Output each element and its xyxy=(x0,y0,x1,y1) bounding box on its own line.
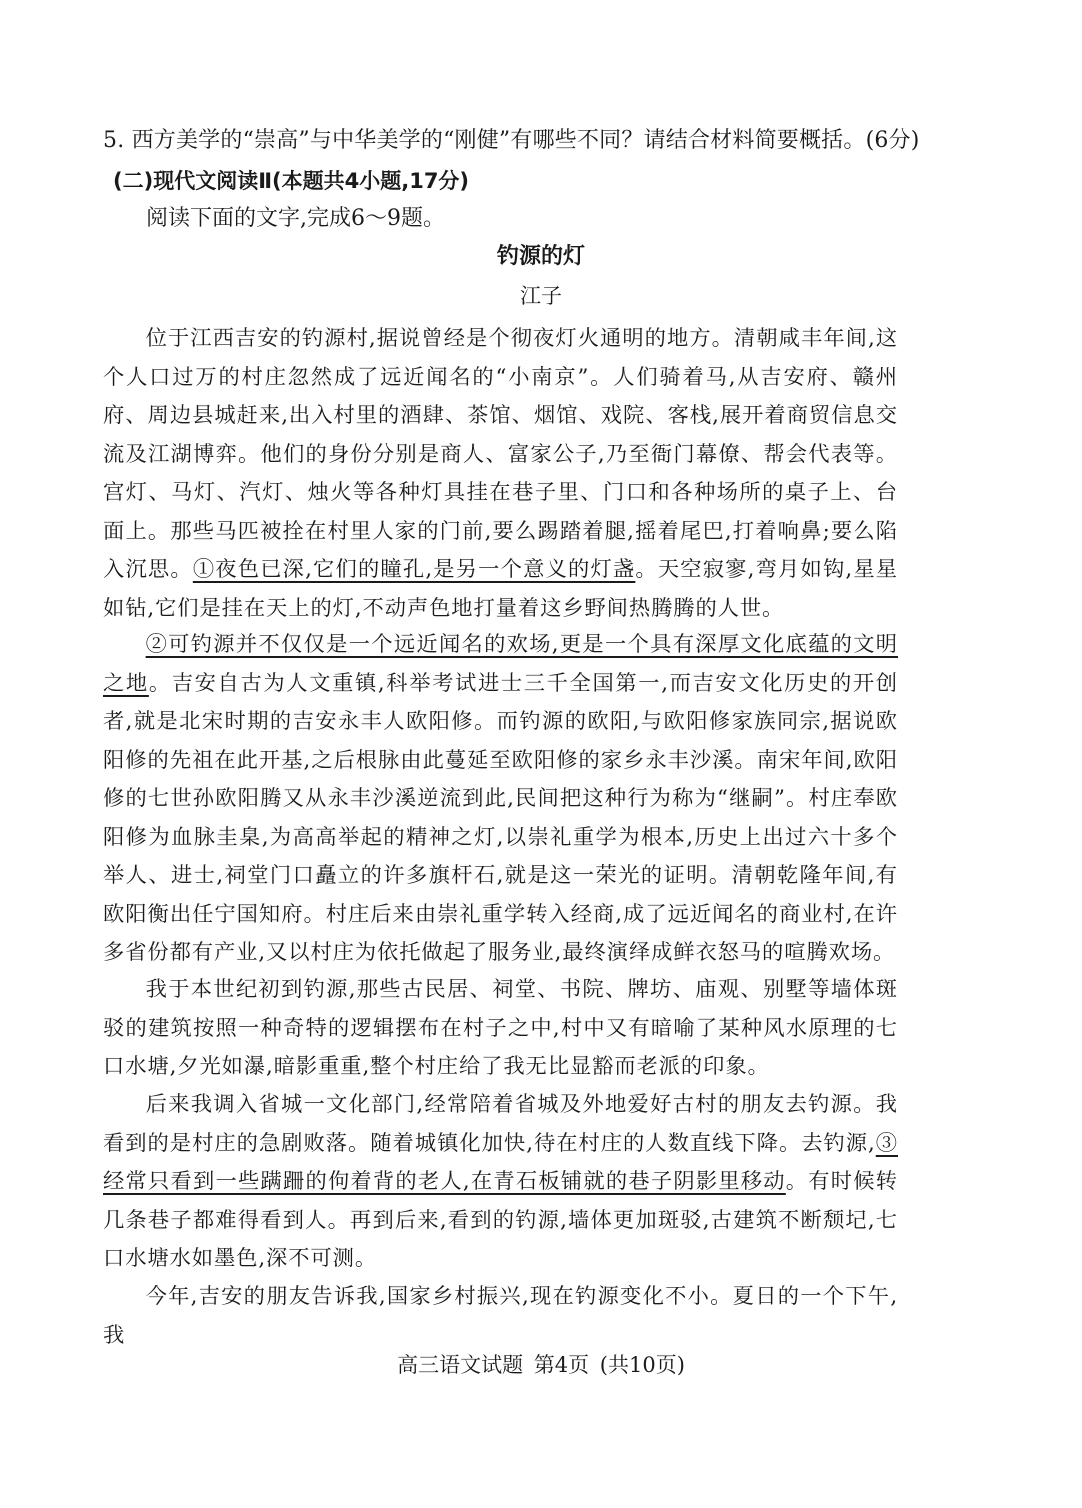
reading-instruction: 阅读下面的文字,完成6～9题。 xyxy=(146,206,445,231)
paragraph-1-text-b: 。天空寂寥,弯月如钩,星星如钻,它们是挂在天上的灯,不动声色地打量着这乡野间热腾腾的人世。 xyxy=(103,557,898,621)
paragraph-3: 我于本世纪初到钓源,那些古民居、祠堂、书院、牌坊、庙观、别墅等墙体斑驳的建筑按照一种奇特的逻辑摆布在村子之中,村中又有暗喻了某种风水原理的七口水塘,夕光如瀑,暗影重重,整个村庄给了我无比显豁而老派的印象。 xyxy=(103,977,898,1079)
paragraph-2-text-b: 。吉安自古为人文重镇,科举考试进士三千全国第一,而吉安文化历史的开创者,就是北宋时期的吉安永丰人欧阳修。而钓源的欧阳,与欧阳修家族同宗,据说欧阳修的先祖在此开基,之后根脉由此蔓延至欧阳修的家乡永丰沙溪。南宋年间,欧阳修的七世孙欧阳腾又从永丰沙溪逆流到此,民间把这种行为称为“继嗣”。村庄奉欧阳修为血脉圭臬,为高高举起的精神之灯,以崇礼重学为根本,历史上出过六十多个举人、进士,祠堂门口矗立的许多旗杆石,就是这一荣光的证明。清朝乾隆年间,有欧阳衡出任宁国知府。村庄后来由崇礼重学转入经商,成了远近闻名的商业村,在许多省份都有产业,又以村庄为依托做起了服务业,最终演绎成鲜衣怒马的喧腾欢场。 xyxy=(103,670,898,965)
article-author: 江子 xyxy=(520,284,562,308)
paragraph-4-text-b: 。有时候转几条巷子都难得看到人。再到后来,看到的钓源,墙体更加斑驳,古建筑不断颓圮,七口水塘水如墨色,深不可测。 xyxy=(103,1169,898,1271)
paragraph-2 xyxy=(103,626,898,973)
underlined-sentence-2: ②可钓源并不仅仅是一个远近闻名的欢场,更是一个具有深厚文化底蕴的文明之地 xyxy=(103,632,898,696)
section-heading: (二)现代文阅读Ⅱ(本题共4小题,17分) xyxy=(113,169,470,193)
underlined-sentence-3: ③经常只看到一些蹒跚的佝着背的老人,在青石板铺就的巷子阴影里移动 xyxy=(103,1130,898,1194)
paragraph-4-text-a: 后来我调入省城一文化部门,经常陪着省城及外地爱好古村的朋友去钓源。我看到的是村庄的急剧败落。随着城镇化加快,待在村庄的人数直线下降。去钓源, xyxy=(103,1092,898,1156)
underlined-sentence-1: ①夜色已深,它们的瞳孔,是另一个意义的灯盏 xyxy=(192,557,636,582)
question-5: 5. 西方美学的“崇高”与中华美学的“刚健”有哪些不同？请结合材料简要概括。(6分) xyxy=(103,128,920,153)
paragraph-1-text-a: 位于江西吉安的钓源村,据说曾经是个彻夜灯火通明的地方。清朝咸丰年间,这个人口过万的村庄忽然成了远近闻名的“小南京”。人们骑着马,从吉安府、赣州府、周边县城赶来,出入村里的酒肆、茶馆、烟馆、戏院、客栈,展开着商贸信息交流及江湖博弈。他们的身份分别是商人、富家公子,乃至衙门幕僚、帮会代表等。宫灯、马灯、汽灯、烛火等各种灯具挂在巷子里、门口和各种场所的桌子上、台面上。那些马匹被拴在村里人家的门前,要么踢踏着腿,摇着尾巴,打着响鼻;要么陷入沉思。 xyxy=(103,326,898,582)
paragraph-4 xyxy=(103,1086,898,1279)
paragraph-5: 今年,吉安的朋友告诉我,国家乡村振兴,现在钓源变化不小。夏日的一个下午,我 xyxy=(103,1284,898,1348)
paragraph-1 xyxy=(103,320,898,628)
article-title: 钓源的灯 xyxy=(496,244,585,269)
page-footer: 高三语文试题 第4页 (共10页) xyxy=(397,1353,685,1377)
